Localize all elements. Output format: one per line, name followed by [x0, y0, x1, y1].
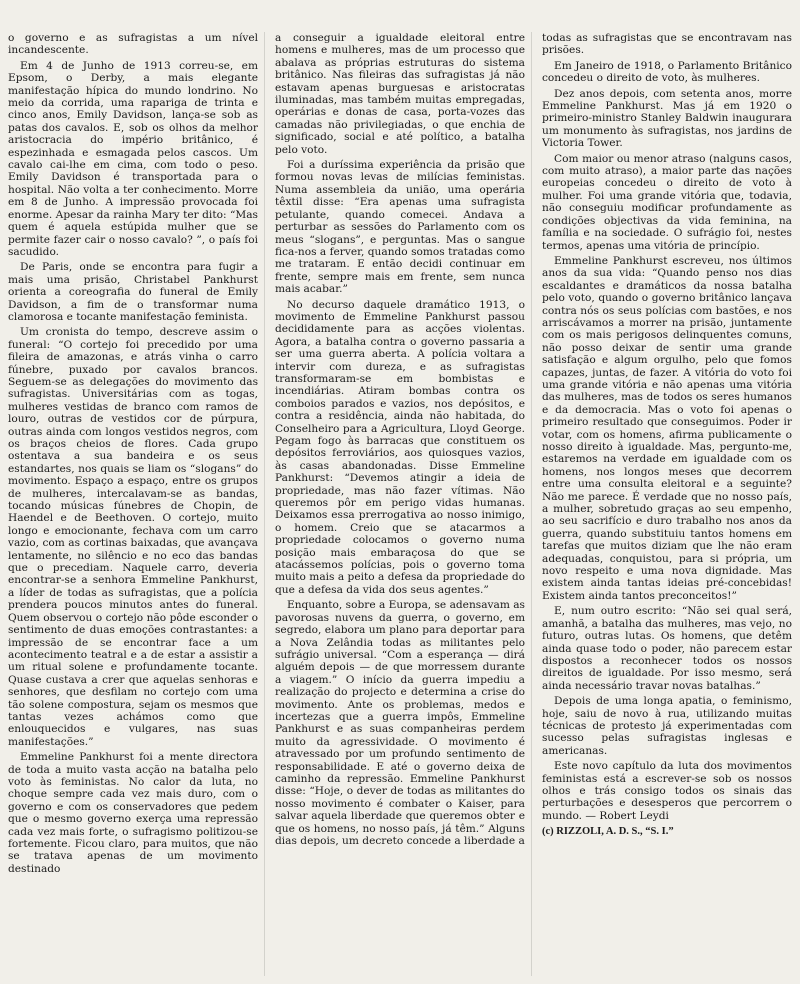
paragraph: Este novo capítulo da luta dos movimentos feministas está a escrever-se sob os nossos olhos e trás consigo todos os sinais das perturbações e desesperos que percorrem o mundo. — Robert Leydi	[542, 760, 792, 822]
paragraph: Em 4 de Junho de 1913 correu-se, em Epsom, o Derby, a mais elegante manifestação hípica do mundo londrino. No meio da corrida, uma rapariga de trinta e cinco anos, Emily Davidson, lança-se sob as patas dos cavalos. E, sob os olhos da melhor aristocracia do império britânico, é espezinhada e esmagada pelos cascos. Um cavalo cai-lhe em cima, com todo o peso. Emily Davidson é transportada para o hospital. Não volta a ter conhecimento. Morre em 8 de Junho. A impressão provocada foi enorme. Apesar da rainha Mary ter dito: “Mas quem é aquela estúpida mulher que se permite fazer cair o nosso cavalo? ”, o país foi sacudido.	[8, 59, 258, 258]
column-2	[275, 32, 532, 976]
paragraph: Emmeline Pankhurst foi a mente directora de toda a muito vasta acção na batalha pelo voto às feministas. No calor da luta, no choque sempre cada vez mais duro, com o governo e com os conservadores que pedem que o mesmo governo exerça uma repressão cada vez mais forte, o sufragismo politizou-se fortemente. Ficou claro, para muitos, que não se tratava apenas de um movimento destinado	[8, 751, 258, 875]
copyright-notice: (c) RIZZOLI, A. D. S., “S. I.”	[542, 826, 674, 838]
paragraph: Dez anos depois, com setenta anos, morre Emmeline Pankhurst. Mas já em 1920 o primeiro-ministro Stanley Baldwin inaugurara um monumento às sufragistas, nos jardins de Victoria Tower.	[542, 87, 792, 150]
paragraph: Depois de uma longa apatia, o feminismo, hoje, saiu de novo à rua, utilizando muitas técnicas de protesto já experimentadas com sucesso pelas sufragistas inglesas e americanas.	[542, 695, 792, 757]
paragraph: Um cronista do tempo, descreve assim o funeral: “O cortejo foi precedido por uma fileira de amazonas, e atrás vinha o carro fúnebre, puxado por cavalos brancos. Seguem-se as delegações do movimento das sufragistas. Universitárias com as togas, mulheres vestidas de branco com ramos de louro, outras de vestidos cor de púrpura, outras ainda com longos vestidos negros, com os braços cheios de flores. Cada grupo ostentava a sua bandeira e os seus estandartes, nos quais se liam os “slogans” do movimento. Espaço a espaço, entre os grupos de mulheres, intercalavam-se as bandas, tocando músicas fúnebres de Chopin, de Haendel e de Beethoven. O cortejo, muito longo e emocionante, fechava com um carro vazio, com as cortinas baixadas, que avançava lentamente, no silêncio e no eco das bandas que o precediam. Naquele carro, deveria encontrar-se a senhora Emmeline Pankhurst, a líder de todas as sufragistas, que a polícia prendera poucos minutos antes do funeral. Quem observou o cortejo não pôde esconder o sentimento de duas emoções contrastantes: a impressão de se encontrar face a um acontecimento teatral e a de estar a assistir a um ritual solene e profundamente tocante. Quase custava a crer que aquelas senhoras e senhores, que desfilam no cortejo com uma tão solene compostura, sejam os mesmos que tantas vezes achámos como que enlouquecidos e vulgares, nas suas manifestações.”	[8, 326, 258, 748]
paragraph: E, num outro escrito: “Não sei qual será, amanhã, a batalha das mulheres, mas vejo, no futuro, outras lutas. Os homens, que detêm ainda quase todo o poder, não parecem estar dispostos a reconhecer todos os nossos direitos de igualdade. Por isso mesmo, será ainda necessário travar novas batalhas.”	[542, 605, 792, 692]
paragraph: De Paris, onde se encontra para fugir a mais uma prisão, Christabel Pankhurst orienta a coreografia do funeral de Emily Davidson, a fim de o transformar numa clamorosa e tocante manifestação feminista.	[8, 261, 258, 323]
paragraph: a conseguir a igualdade eleitoral entre homens e mulheres, mas de um processo que abalava as próprias estruturas do sistema britânico. Nas fileiras das sufragistas já não estavam apenas burguesas e aristocratas iluminadas, mas também muitas empregadas, operárias e donas de casa, porta-vozes das camadas não privilegiadas, o que enchia de significado, social e até político, a batalha pelo voto.	[275, 32, 525, 156]
paragraph: Emmeline Pankhurst escreveu, nos últimos anos da sua vida: “Quando penso nos dias escaldantes e dramáticos da nossa batalha pelo voto, quando o governo britânico lançava contra nós os seus polícias com bastões, e nos arriscávamos a morrer na prisão, juntamente com os mais perigosos delinquentes comuns, não posso deixar de sentir uma grande satisfação e algum orgulho, pelo que fomos capazes, juntas, de fazer. A vitória do voto foi uma grande vitória e não apenas uma vitória das mulheres, mas de todos os seres humanos e da democracia. Mas o voto foi apenas o primeiro resultado que conseguimos. Poder ir votar, com os homens, afirma publicamente o nosso direito à igualdade. Mas, pergunto-me, estaremos na verdade em igualdade com os homens, nos longos meses que decorrem entre uma consulta eleitoral e a seguinte? Não me parece. É verdade que no nosso país, a mulher, sobretudo graças ao seu empenho, ao seu sacrifício e duro trabalho nos anos da guerra, quando substituiu tantos homens em tarefas que muitos diziam que lhe não eram adequadas, conquistou, para si própria, um novo respeito e uma nova dignidade. Mas existem ainda tantas ideias pré-concebidas! Existem ainda tantos preconceitos!”	[542, 254, 792, 602]
paragraph: o governo e as sufragistas a um nível incandescente.	[8, 32, 258, 57]
paragraph: Em Janeiro de 1918, o Parlamento Britânico concedeu o direito de voto, às mulheres.	[542, 59, 792, 85]
column-1	[8, 32, 265, 976]
paragraph: Enquanto, sobre a Europa, se adensavam as pavorosas nuvens da guerra, o governo, em segredo, elabora um plano para deportar para a Nova Zelândia todas as militantes pelo sufrágio universal. “Com a esperança — dirá alguém depois — de que morressem durante a viagem.” O início da guerra impediu a realização do projecto e determina a crise do movimento. Ante os problemas, medos e incertezas que a guerra impôs, Emmeline Pankhurst e as suas companheiras perdem muito da agressividade. O movimento é atravessado por um profundo sentimento de responsabilidade. E até o governo deixa de caminho da repressão. Emmeline Pankhurst disse: “Hoje, o dever de todas as militantes do nosso movimento é combater o Kaiser, para salvar aquela liberdade que queremos obter e que os homens, no nosso país, já têm.” Alguns dias depois, um decreto concede a liberdade a	[275, 599, 525, 847]
paragraph: Foi a duríssima experiência da prisão que formou novas levas de milícias feministas. Numa assembleia da união, uma operária têxtil disse: “Era apenas uma sufragista petulante, quando comecei. Andava a perturbar as sessões do Parlamento com os meus “slogans”, e perguntas. Mas o sangue fica-nos a ferver, quando somos tratadas como me trataram. E então decidi continuar em frente, sempre mais em frente, sem nunca mais acabar.”	[275, 159, 525, 296]
paragraph: todas as sufragistas que se encontravam nas prisões.	[542, 32, 792, 57]
paragraph: Com maior ou menor atraso (nalguns casos, com muito atraso), a maior parte das nações europeias concedeu o direito de voto à mulher. Foi uma grande vitória que, todavia, não conseguiu modificar profundamente as condições objectivas da vida feminina, na família e na sociedade. O sufrágio foi, nestes termos, apenas uma vitória de princípio.	[542, 152, 792, 252]
column-3	[542, 32, 792, 976]
paragraph: No decurso daquele dramático 1913, o movimento de Emmeline Pankhurst passou decididamente para as acções violentas. Agora, a batalha contra o governo passaria a ser uma guerra aberta. A polícia voltara a intervir com dureza, e as sufragistas transformaram-se em bombistas e incendiárias. Atiram bombas contra os comboios parados e vazios, nos depósitos, e contra a residência, ainda não habitada, do Conselheiro para a Agricultura, Lloyd George. Pegam fogo às barracas que constituem os depósitos ferroviários, aos quiosques vazios, às casas abandonadas. Disse Emmeline Pankhurst: “Devemos atingir a ideia de propriedade, mas não fazer vítimas. Não queremos pôr em perigo vidas humanas. Deixamos essa prerrogativa ao nosso inimigo, o homem. Creio que se atacarmos a propriedade colocamos o governo numa posição mais embaraçosa do que se atacássemos polícias, pois o governo toma muito mais a peito a defesa da propriedade do que a defesa da vida dos seus agentes.”	[275, 298, 525, 596]
